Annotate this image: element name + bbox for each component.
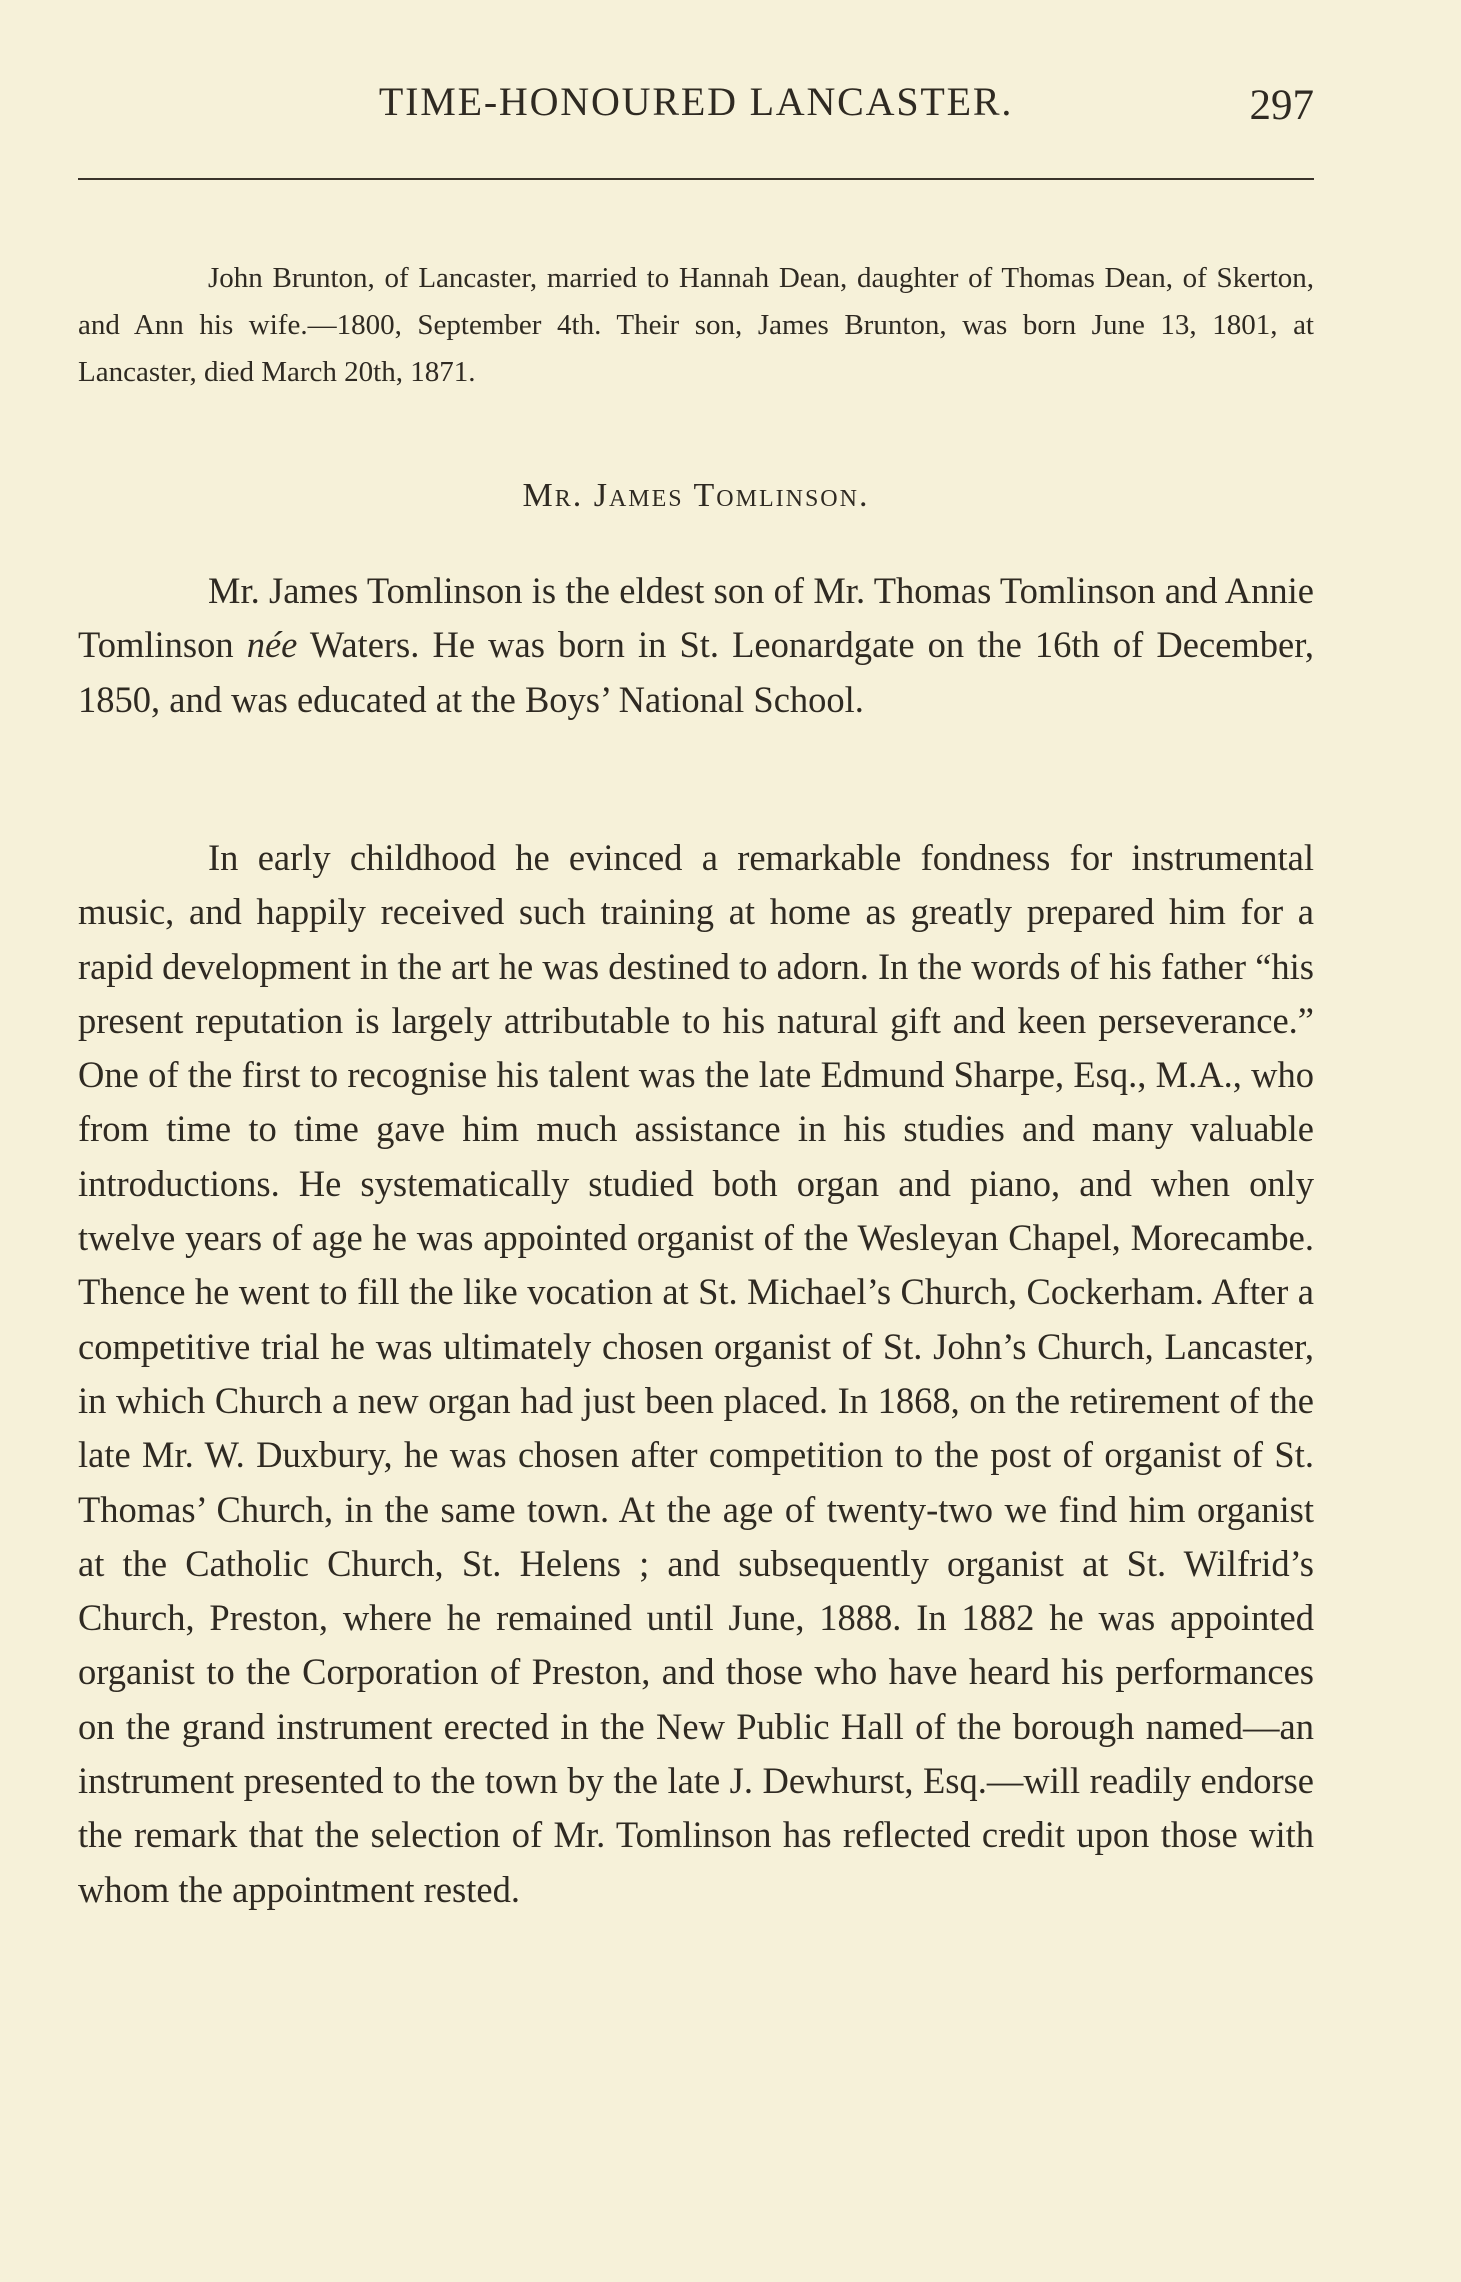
running-title: TIME-HONOURED LANCASTER. xyxy=(378,79,1014,124)
paragraph-1-text-end: Waters. He was born in St. Leonardgate on the 16th of December, 1850, and was educated at the Boys’ National School. xyxy=(78,624,1315,720)
book-page xyxy=(78,0,1314,2282)
paragraph-1-text-start: Mr. James Tomlinson is the eldest son of Mr. Thomas Tomlinson and Annie Tomlinson xyxy=(78,570,1314,666)
page-number: 297 xyxy=(1249,82,1314,129)
paragraph-2: In early childhood he evinced a remarkable fondness for instrumental music, and happily received such training at home as greatly prepared him for a rapid development in the art he was destined to adorn. In the words of his father “his present reputation is largely attributable to his natural gift and keen perseverance.” One of the first to recognise his talent was the late Edmund Sharpe, Esq., M.A., who from time to time gave him much assistance in his studies and many valuable introductions. He systematically studied both organ and piano, and when only twelve years of age he was appointed organist of the Wesleyan Chapel, Morecambe. Thence he went to fill the like vocation at St. Michael’s Church, Cockerham. After a competitive trial he was ultimately chosen organist of St. John’s Church, Lancaster, in which Church a new organ had just been placed. In 1868, on the retirement of the late Mr. W. Duxbury, he was chosen after competition to the post of organist of St. Thomas’ Church, in the same town. At the age of twenty-two we find him organist at the Catholic Church, St. Helens ; and subsequently organist at St. Wilfrid’s Church, Preston, where he remained until June, 1888. In 1882 he was appointed organist to the Corporation of Preston, and those who have heard his performances on the grand instrument erected in the New Public Hall of the borough named—an instrument presented to the town by the late J. Dewhurst, Esq.—will readily endorse the remark that the selection of Mr. Tomlinson has reflected credit upon those with whom the appointment rested. xyxy=(78,837,1314,1910)
paragraph-1 xyxy=(78,564,1314,727)
header-rule xyxy=(78,178,1314,180)
page-header xyxy=(78,72,1314,132)
section-heading: Mr. James Tomlinson. xyxy=(522,477,870,514)
paragraph-1-italic-word: née xyxy=(246,624,298,666)
genealogy-note: John Brunton, of Lancaster, married to Hannah Dean, daughter of Thomas Dean, of Skerton, and Ann his wife.—1800, September 4th. Their son, James Brunton, was born June 13, 1801, at Lancaster, died March 20th, 1871. xyxy=(78,262,1314,388)
